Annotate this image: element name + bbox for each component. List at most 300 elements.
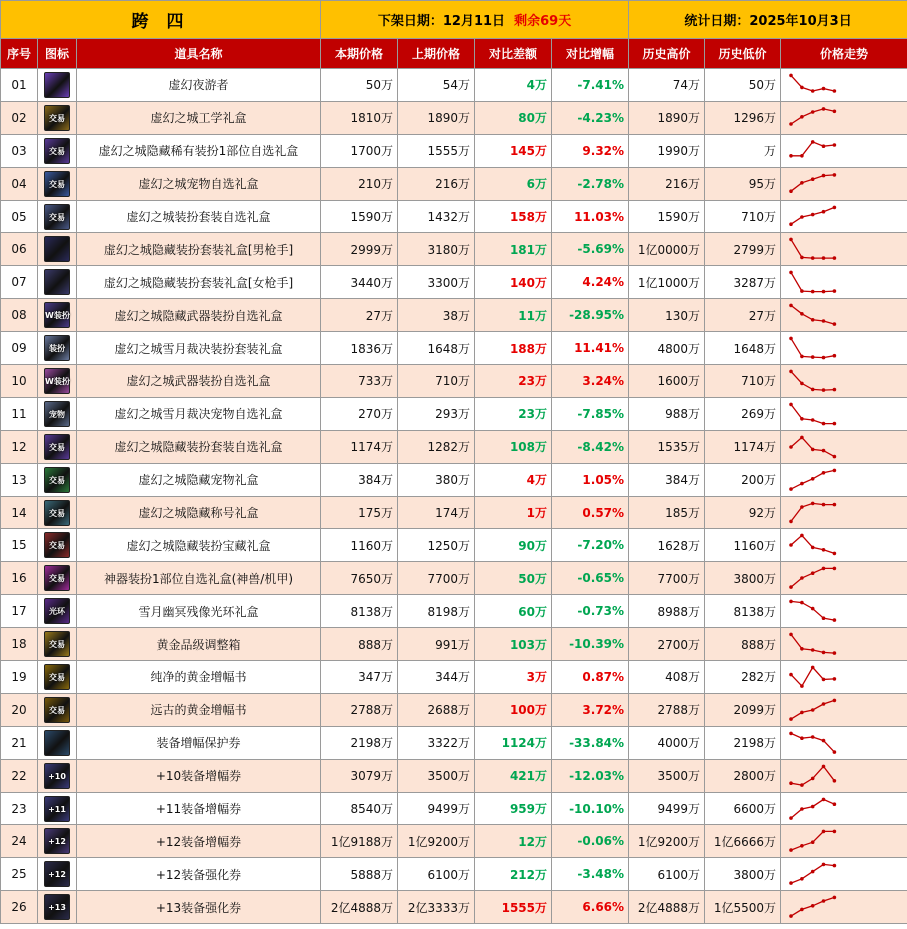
row-number: 08 (1, 299, 38, 332)
price-difference: 90万 (475, 529, 552, 562)
price-trend-cell (781, 792, 907, 825)
change-percent: -8.42% (552, 430, 629, 463)
icon-cell (38, 266, 77, 299)
trend-point (811, 735, 815, 739)
icon-badge: 交易 (49, 113, 65, 123)
icon-badge: 交易 (49, 475, 65, 485)
price-difference: 6万 (475, 167, 552, 200)
row-number: 09 (1, 332, 38, 365)
previous-price: 293万 (398, 397, 475, 430)
current-price: 2788万 (321, 693, 398, 726)
row-number: 23 (1, 792, 38, 825)
trend-point (789, 337, 793, 341)
trend-point (811, 708, 815, 712)
column-header-2: 道具名称 (77, 39, 321, 69)
price-trend-cell (781, 496, 907, 529)
icon-badge: +12 (48, 837, 66, 847)
icon-cell (38, 792, 77, 825)
trend-point (789, 633, 793, 637)
previous-price: 6100万 (398, 858, 475, 891)
trend-point (811, 388, 815, 392)
trend-point (800, 877, 804, 881)
trend-point (811, 804, 815, 808)
column-header-1: 图标 (38, 39, 77, 69)
icon-cell (38, 759, 77, 792)
icon-cell (38, 69, 77, 102)
previous-price: 344万 (398, 661, 475, 694)
trend-sparkline (783, 70, 903, 100)
column-header-7: 历史高价 (629, 39, 705, 69)
trend-point (822, 651, 826, 655)
trend-point (833, 750, 837, 754)
previous-price: 7700万 (398, 562, 475, 595)
price-difference: 100万 (475, 693, 552, 726)
price-difference: 1555万 (475, 891, 552, 924)
trend-point (822, 797, 826, 801)
trend-sparkline (783, 399, 903, 429)
icon-cell (38, 529, 77, 562)
price-trend-cell (781, 661, 907, 694)
gold-armor-icon (44, 105, 70, 131)
price-trend-cell (781, 430, 907, 463)
row-number: 03 (1, 134, 38, 167)
trend-line (791, 75, 834, 91)
icon-badge: 光环 (49, 607, 65, 617)
price-trend-cell (781, 266, 907, 299)
table-row (1, 101, 907, 134)
change-percent: -28.95% (552, 299, 629, 332)
trend-point (789, 519, 793, 523)
trend-sparkline (783, 892, 903, 922)
table-row (1, 266, 907, 299)
trend-point (789, 74, 793, 78)
row-number: 21 (1, 726, 38, 759)
trend-point (811, 904, 815, 908)
change-percent: 11.41% (552, 332, 629, 365)
price-trend-cell (781, 825, 907, 858)
price-trend-cell (781, 233, 907, 266)
history-low: 2099万 (705, 693, 781, 726)
price-difference: 11万 (475, 299, 552, 332)
table-row (1, 69, 907, 102)
item-name: 远古的黄金增幅书 (77, 693, 321, 726)
icon-cell (38, 101, 77, 134)
price-difference: 108万 (475, 430, 552, 463)
previous-price: 54万 (398, 69, 475, 102)
column-header-9: 价格走势 (781, 39, 907, 69)
history-high: 8988万 (629, 595, 705, 628)
trend-line (791, 338, 834, 357)
icon-badge: 交易 (49, 442, 65, 452)
trend-point (833, 109, 837, 113)
table-row (1, 693, 907, 726)
history-low: 1亿6666万 (705, 825, 781, 858)
icon-cell (38, 200, 77, 233)
item-name: 虚幻之城隐藏装扮套装礼盒[男枪手] (77, 233, 321, 266)
history-low: 2799万 (705, 233, 781, 266)
price-difference: 188万 (475, 332, 552, 365)
price-trend-cell (781, 891, 907, 924)
icon-cell (38, 628, 77, 661)
previous-price: 1250万 (398, 529, 475, 562)
trend-point (822, 356, 826, 360)
silver-chest-icon (44, 204, 70, 230)
previous-price: 3300万 (398, 266, 475, 299)
current-price: 888万 (321, 628, 398, 661)
icon-cell (38, 562, 77, 595)
previous-price: 1555万 (398, 134, 475, 167)
current-price: 27万 (321, 299, 398, 332)
trend-point (811, 89, 815, 93)
row-number: 16 (1, 562, 38, 595)
trend-sparkline (783, 432, 903, 462)
history-high: 408万 (629, 661, 705, 694)
column-header-0: 序号 (1, 39, 38, 69)
magenta-orb-icon (44, 565, 70, 591)
icon-badge: 交易 (49, 640, 65, 650)
trend-sparkline (783, 333, 903, 363)
trend-sparkline (783, 202, 903, 232)
trend-point (822, 107, 826, 111)
gold-box-icon (44, 631, 70, 657)
change-percent: -0.73% (552, 595, 629, 628)
row-number: 12 (1, 430, 38, 463)
trend-sparkline (783, 530, 903, 560)
history-high: 6100万 (629, 858, 705, 891)
history-low: 6600万 (705, 792, 781, 825)
row-number: 11 (1, 397, 38, 430)
item-name: 黄金品级调整箱 (77, 628, 321, 661)
history-low: 3800万 (705, 858, 781, 891)
price-difference: 181万 (475, 233, 552, 266)
trend-point (811, 648, 815, 652)
previous-price: 174万 (398, 496, 475, 529)
history-high: 130万 (629, 299, 705, 332)
history-low: 3800万 (705, 562, 781, 595)
history-low: 万 (705, 134, 781, 167)
trend-sparkline (783, 761, 903, 791)
trend-point (833, 864, 837, 868)
change-percent: -0.06% (552, 825, 629, 858)
off-date: 12月11日 (442, 14, 506, 29)
trend-point (822, 257, 826, 261)
price-trend-cell (781, 200, 907, 233)
table-row (1, 595, 907, 628)
change-percent: 3.24% (552, 365, 629, 398)
history-high: 216万 (629, 167, 705, 200)
history-low: 710万 (705, 200, 781, 233)
trend-point (833, 502, 837, 506)
trend-point (822, 319, 826, 323)
change-percent: 1.05% (552, 463, 629, 496)
history-low: 8138万 (705, 595, 781, 628)
history-high: 1亿9200万 (629, 825, 705, 858)
item-name: 虚幻之城武器装扮自选礼盒 (77, 365, 321, 398)
row-number: 14 (1, 496, 38, 529)
table-row (1, 496, 907, 529)
teal-chest-icon (44, 500, 70, 526)
trend-point (789, 544, 793, 548)
price-difference: 4万 (475, 69, 552, 102)
trend-point (789, 304, 793, 308)
row-number: 19 (1, 661, 38, 694)
trend-sparkline (783, 300, 903, 330)
trend-point (811, 841, 815, 845)
trend-point (833, 468, 837, 472)
trend-point (800, 576, 804, 580)
trend-point (789, 586, 793, 590)
item-name: 虚幻之城隐藏装扮套装自选礼盒 (77, 430, 321, 463)
trend-sparkline (783, 563, 903, 593)
trend-point (833, 677, 837, 681)
column-header-4: 上期价格 (398, 39, 475, 69)
table-row (1, 661, 907, 694)
item-name: 虚幻之城隐藏宠物礼盒 (77, 463, 321, 496)
price-difference: 3万 (475, 661, 552, 694)
change-percent: -33.84% (552, 726, 629, 759)
off-date-cell (321, 1, 629, 39)
table-row (1, 858, 907, 891)
trend-point (800, 355, 804, 359)
item-name: 神器装扮1部位自选礼盒(神兽/机甲) (77, 562, 321, 595)
table-row (1, 365, 907, 398)
trend-line (791, 142, 834, 156)
trend-line (791, 371, 834, 390)
table-row (1, 167, 907, 200)
row-number: 22 (1, 759, 38, 792)
current-price: 3079万 (321, 759, 398, 792)
row-number: 20 (1, 693, 38, 726)
icon-cell (38, 430, 77, 463)
history-high: 1亿1000万 (629, 266, 705, 299)
current-price: 8138万 (321, 595, 398, 628)
history-low: 200万 (705, 463, 781, 496)
previous-price: 38万 (398, 299, 475, 332)
history-low: 1亿5500万 (705, 891, 781, 924)
price-difference: 1124万 (475, 726, 552, 759)
price-difference: 12万 (475, 825, 552, 858)
title-row (1, 1, 907, 39)
trend-point (833, 422, 837, 426)
history-high: 1600万 (629, 365, 705, 398)
trend-point (800, 481, 804, 485)
trend-point (811, 418, 815, 422)
ticket-12-icon (44, 828, 70, 854)
change-percent: 11.03% (552, 200, 629, 233)
blue-chest-icon (44, 171, 70, 197)
ticket-10-icon (44, 763, 70, 789)
trend-point (789, 781, 793, 785)
icon-cell (38, 693, 77, 726)
change-percent: -12.03% (552, 759, 629, 792)
history-high: 1890万 (629, 101, 705, 134)
item-name: 虚幻之城隐藏武器装扮自选礼盒 (77, 299, 321, 332)
icon-badge: 宠物 (49, 409, 65, 419)
trend-point (811, 501, 815, 505)
previous-price: 2亿3333万 (398, 891, 475, 924)
trend-line (791, 240, 834, 259)
trend-sparkline (783, 169, 903, 199)
history-high: 4800万 (629, 332, 705, 365)
trend-point (811, 477, 815, 481)
reinforce-13-icon (44, 894, 70, 920)
previous-price: 991万 (398, 628, 475, 661)
trend-point (833, 830, 837, 834)
item-name: 虚幻之城装扮套装自选礼盒 (77, 200, 321, 233)
trend-point (789, 238, 793, 242)
price-trend-cell (781, 365, 907, 398)
table-row (1, 397, 907, 430)
icon-badge: W装扮 (45, 376, 70, 386)
history-low: 50万 (705, 69, 781, 102)
violet-chest-icon (44, 434, 70, 460)
history-low: 92万 (705, 496, 781, 529)
history-low: 27万 (705, 299, 781, 332)
trend-point (833, 388, 837, 392)
trend-point (822, 173, 826, 177)
price-trend-cell (781, 595, 907, 628)
stat-date: 统计日期：2025年10月3日 (629, 1, 907, 39)
trend-sparkline (783, 596, 903, 626)
trend-point (833, 89, 837, 93)
trend-point (800, 256, 804, 260)
trend-point (822, 471, 826, 475)
trend-point (800, 181, 804, 185)
trend-point (789, 402, 793, 406)
history-low: 269万 (705, 397, 781, 430)
icon-cell (38, 496, 77, 529)
current-price: 210万 (321, 167, 398, 200)
history-high: 1535万 (629, 430, 705, 463)
current-price: 2亿4888万 (321, 891, 398, 924)
trend-point (822, 617, 826, 621)
price-difference: 23万 (475, 365, 552, 398)
history-high: 74万 (629, 69, 705, 102)
price-trend-cell (781, 693, 907, 726)
aura-icon (44, 598, 70, 624)
trend-line (791, 865, 834, 884)
previous-price: 3322万 (398, 726, 475, 759)
table-row (1, 463, 907, 496)
price-difference: 1万 (475, 496, 552, 529)
history-low: 2198万 (705, 726, 781, 759)
row-number: 06 (1, 233, 38, 266)
table-row (1, 825, 907, 858)
trend-sparkline (783, 136, 903, 166)
trend-point (800, 290, 804, 294)
icon-cell (38, 891, 77, 924)
trend-point (789, 915, 793, 919)
price-difference: 212万 (475, 858, 552, 891)
item-name: 虚幻之城雪月裁决装扮套装礼盒 (77, 332, 321, 365)
row-number: 01 (1, 69, 38, 102)
trend-point (811, 212, 815, 216)
current-price: 733万 (321, 365, 398, 398)
trend-line (791, 766, 834, 785)
current-price: 1700万 (321, 134, 398, 167)
pet-chest-icon (44, 401, 70, 427)
history-high: 2亿4888万 (629, 891, 705, 924)
trend-point (822, 87, 826, 91)
price-difference: 23万 (475, 397, 552, 430)
trend-line (791, 799, 834, 818)
trend-sparkline (783, 234, 903, 264)
trend-sparkline (783, 826, 903, 856)
row-number: 24 (1, 825, 38, 858)
history-high: 988万 (629, 397, 705, 430)
trend-point (800, 647, 804, 651)
trend-point (800, 844, 804, 848)
current-price: 384万 (321, 463, 398, 496)
change-percent: -0.65% (552, 562, 629, 595)
weapon-chest-icon (44, 302, 70, 328)
icon-badge: W装扮 (45, 311, 70, 321)
trend-point (833, 779, 837, 783)
price-trend-cell (781, 332, 907, 365)
trend-point (800, 154, 804, 158)
column-header-8: 历史低价 (705, 39, 781, 69)
history-low: 1160万 (705, 529, 781, 562)
trend-point (811, 447, 815, 451)
change-percent: 6.66% (552, 891, 629, 924)
current-price: 50万 (321, 69, 398, 102)
trend-point (833, 354, 837, 358)
price-trend-cell (781, 167, 907, 200)
current-price: 1160万 (321, 529, 398, 562)
trend-point (789, 849, 793, 853)
history-low: 1648万 (705, 332, 781, 365)
trend-point (811, 607, 815, 611)
current-price: 3440万 (321, 266, 398, 299)
icon-cell (38, 167, 77, 200)
icon-cell (38, 825, 77, 858)
change-percent: -7.41% (552, 69, 629, 102)
price-trend-cell (781, 759, 907, 792)
table-row (1, 299, 907, 332)
price-trend-cell (781, 299, 907, 332)
purple-chest-icon (44, 138, 70, 164)
trend-point (811, 110, 815, 114)
previous-price: 3500万 (398, 759, 475, 792)
trend-point (789, 882, 793, 886)
row-number: 07 (1, 266, 38, 299)
price-difference: 4万 (475, 463, 552, 496)
price-trend-cell (781, 101, 907, 134)
trend-point (811, 177, 815, 181)
item-name: +12装备增幅券 (77, 825, 321, 858)
trend-line (791, 273, 834, 292)
trend-point (833, 143, 837, 147)
trend-point (800, 783, 804, 787)
history-high: 1亿0000万 (629, 233, 705, 266)
change-percent: 4.24% (552, 266, 629, 299)
change-percent: 0.57% (552, 496, 629, 529)
remaining-days: 剩余69天 (514, 14, 572, 29)
previous-price: 1432万 (398, 200, 475, 233)
item-name: +13装备强化券 (77, 891, 321, 924)
table-row (1, 726, 907, 759)
price-trend-cell (781, 726, 907, 759)
trend-point (833, 896, 837, 900)
trend-point (800, 601, 804, 605)
purple-box-icon (44, 72, 70, 98)
trend-point (800, 505, 804, 509)
row-number: 05 (1, 200, 38, 233)
trend-point (811, 776, 815, 780)
dark-gunner-icon (44, 269, 70, 295)
previous-price: 2688万 (398, 693, 475, 726)
table-row (1, 562, 907, 595)
